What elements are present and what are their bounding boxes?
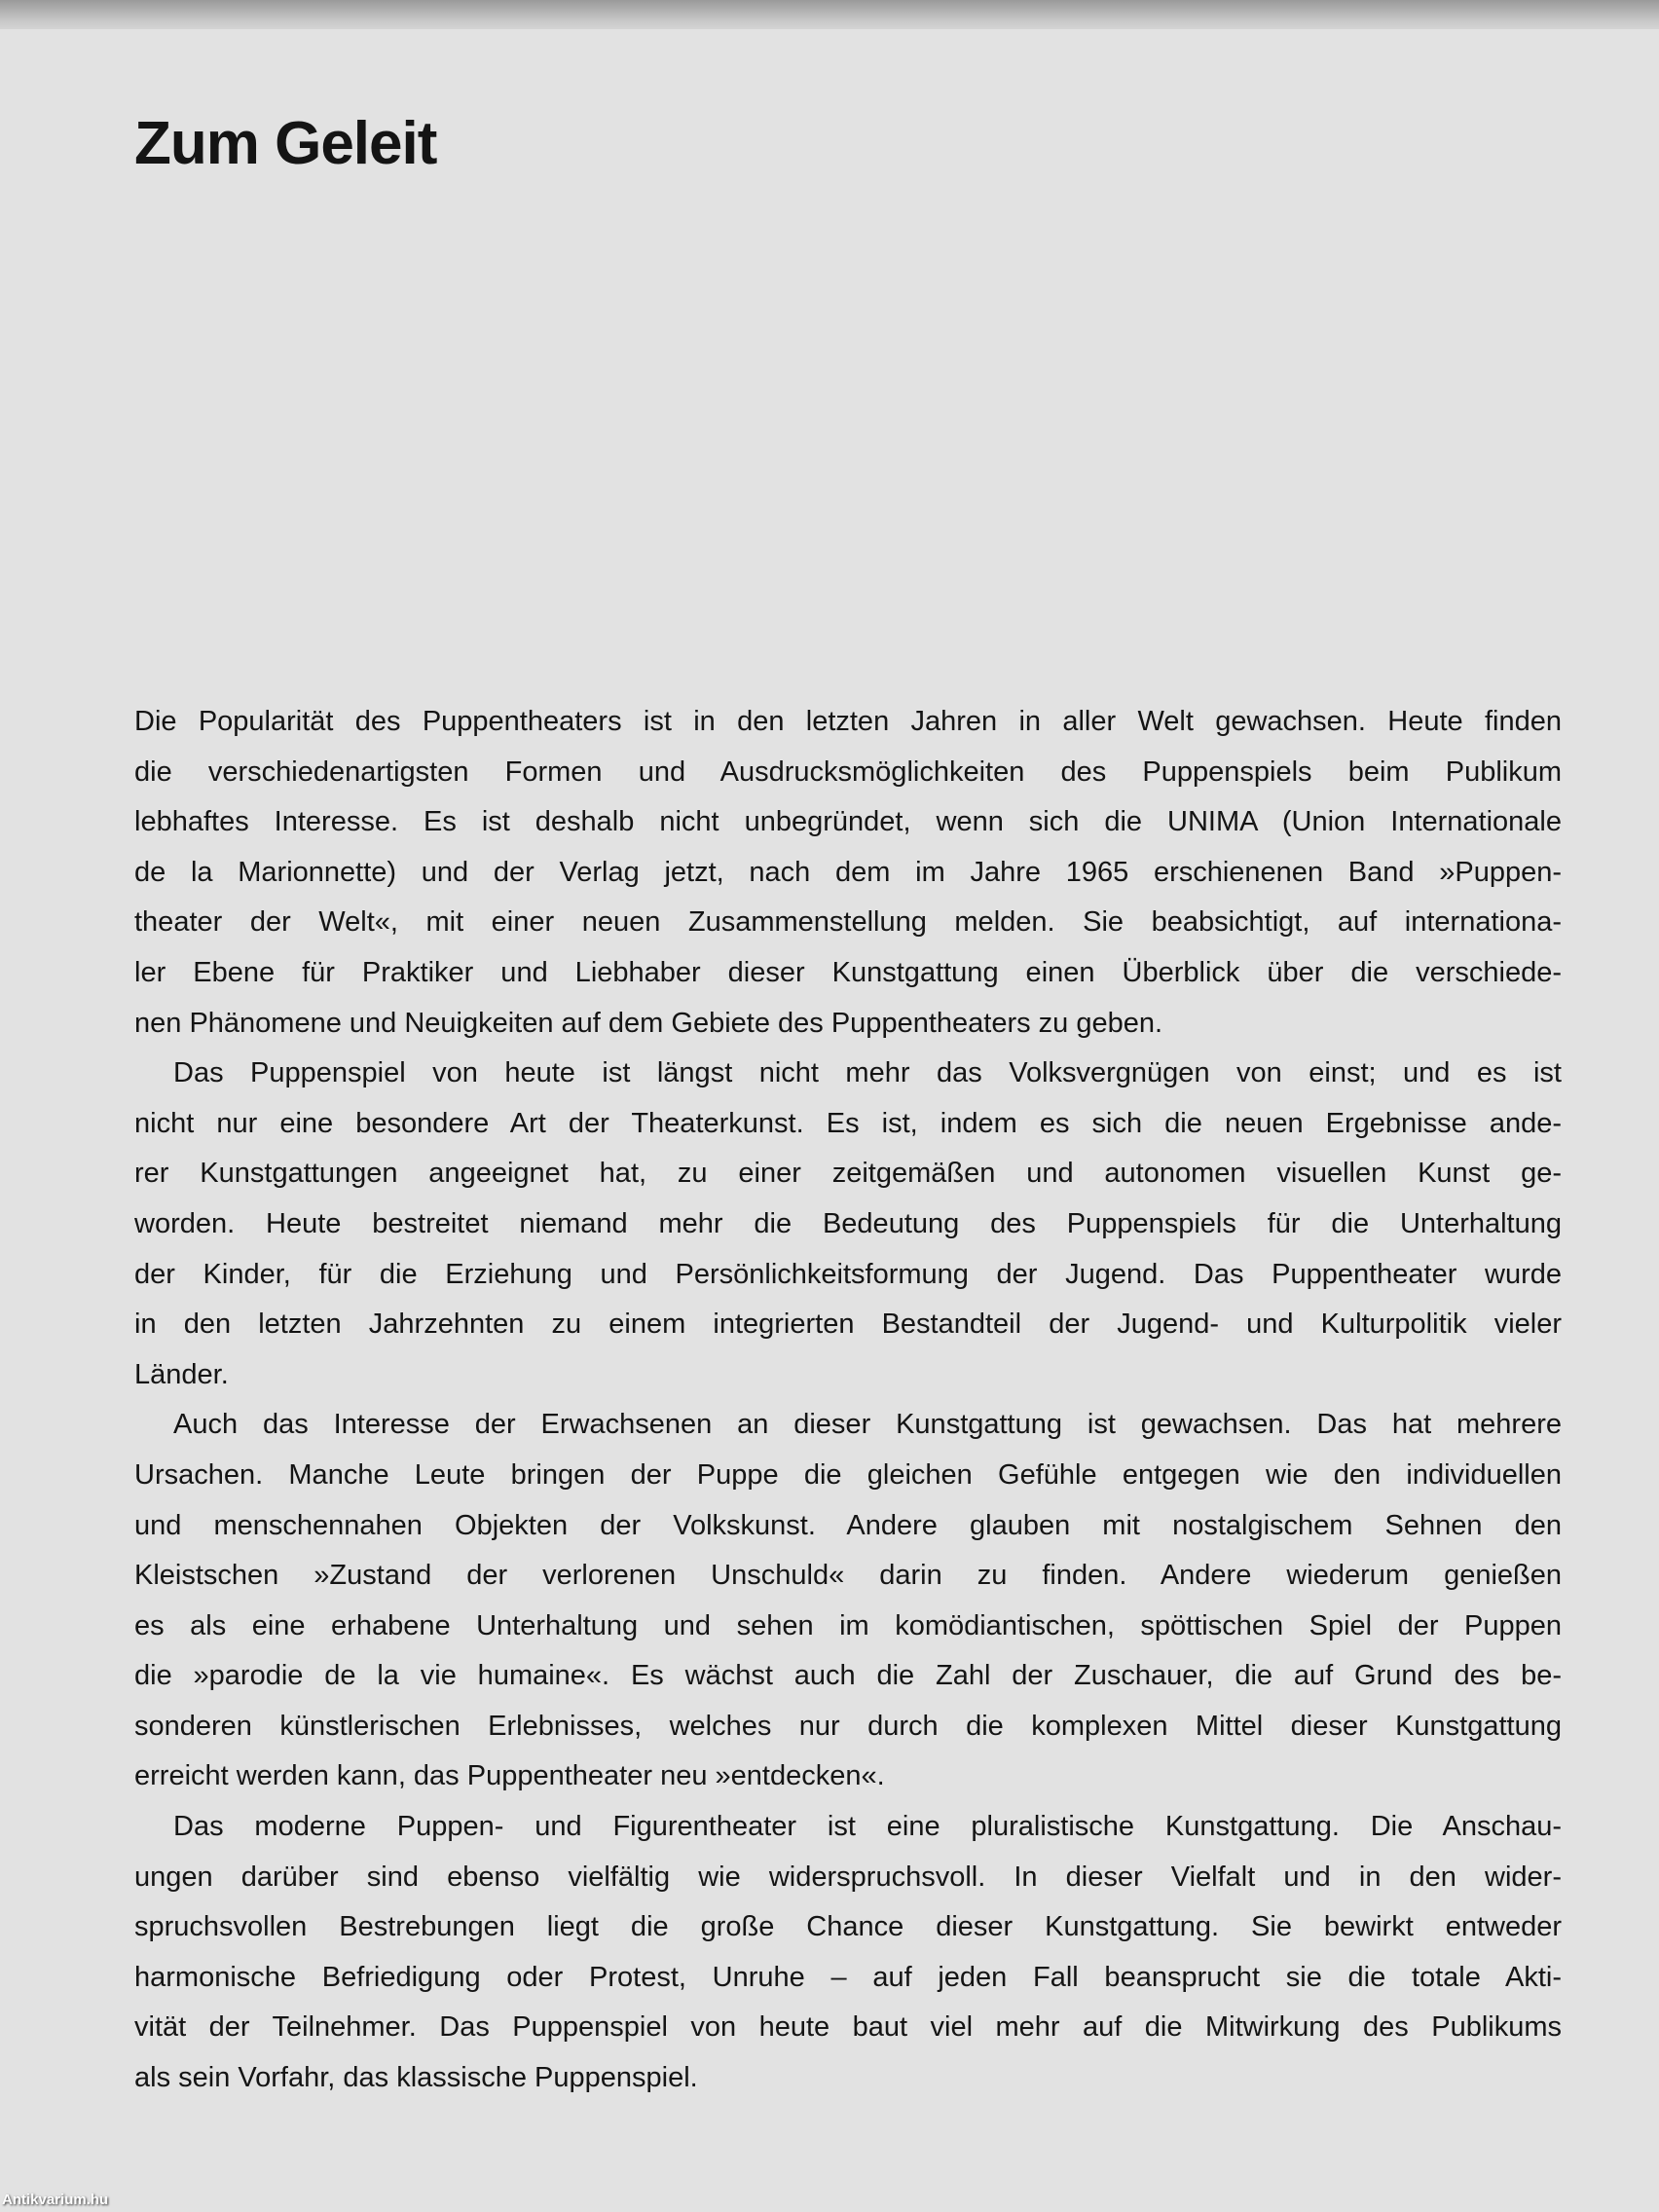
text-line: nicht nur eine besondere Art der Theaterkunst. Es ist, indem es sich die neuen Ergebnisse ande- bbox=[134, 1107, 1562, 1139]
paragraph bbox=[134, 1049, 1562, 1400]
text-line: nen Phänomene und Neuigkeiten auf dem Gebiete des Puppentheaters zu geben. bbox=[134, 1007, 1163, 1039]
text-line: spruchsvollen Bestrebungen liegt die große Chance dieser Kunstgattung. Sie bewirkt entweder bbox=[134, 1911, 1562, 1943]
page-title: Zum Geleit bbox=[134, 110, 437, 177]
body-text bbox=[134, 697, 1562, 2104]
text-line: und menschennahen Objekten der Volkskunst. Andere glauben mit nostalgischem Sehnen den bbox=[134, 1509, 1562, 1541]
text-line: ungen darüber sind ebenso vielfältig wie widerspruchsvoll. In dieser Vielfalt und in den wider- bbox=[134, 1861, 1562, 1893]
text-line: harmonische Befriedigung oder Protest, Unruhe – auf jeden Fall beansprucht sie die totale Akti- bbox=[134, 1961, 1562, 1993]
text-line: es als eine erhabene Unterhaltung und sehen im komödiantischen, spöttischen Spiel der Puppen bbox=[134, 1609, 1562, 1641]
text-line: Das moderne Puppen- und Figurentheater ist eine pluralistische Kunstgattung. Die Anschau- bbox=[173, 1811, 1562, 1843]
text-line: in den letzten Jahrzehnten zu einem integrierten Bestandteil der Jugend- und Kulturpolitik vieler bbox=[134, 1309, 1562, 1341]
text-line: sonderen künstlerischen Erlebnisses, welches nur durch die komplexen Mittel dieser Kunstgattung bbox=[134, 1710, 1562, 1742]
text-line: vität der Teilnehmer. Das Puppenspiel von heute baut viel mehr auf die Mitwirkung des Publikums bbox=[134, 2011, 1562, 2044]
text-line: de la Marionnette) und der Verlag jetzt, nach dem im Jahre 1965 erschienenen Band »Puppen- bbox=[134, 856, 1562, 888]
text-line: Das Puppenspiel von heute ist längst nicht mehr das Volksvergnügen von einst; und es ist bbox=[173, 1057, 1562, 1089]
paragraph bbox=[134, 1400, 1562, 1802]
text-line: die verschiedenartigsten Formen und Ausdrucksmöglichkeiten des Puppenspiels beim Publikum bbox=[134, 756, 1562, 788]
text-line: Auch das Interesse der Erwachsenen an dieser Kunstgattung ist gewachsen. Das hat mehrere bbox=[173, 1409, 1562, 1441]
text-line: worden. Heute bestreitet niemand mehr die Bedeutung des Puppenspiels für die Unterhaltung bbox=[134, 1207, 1562, 1239]
watermark: Antikvarium.hu bbox=[2, 2192, 109, 2208]
text-line: der Kinder, für die Erziehung und Persönlichkeitsformung der Jugend. Das Puppentheater wurde bbox=[134, 1258, 1562, 1290]
text-line: theater der Welt«, mit einer neuen Zusammenstellung melden. Sie beabsichtigt, auf internationa- bbox=[134, 906, 1562, 939]
text-line: als sein Vorfahr, das klassische Puppenspiel. bbox=[134, 2062, 698, 2094]
text-line: rer Kunstgattungen angeeignet hat, zu einer zeitgemäßen und autonomen visuellen Kunst ge- bbox=[134, 1158, 1562, 1190]
text-line: Kleistschen »Zustand der verlorenen Unschuld« darin zu finden. Andere wiederum genießen bbox=[134, 1560, 1562, 1592]
text-line: die »parodie de la vie humaine«. Es wächst auch die Zahl der Zuschauer, die auf Grund des be- bbox=[134, 1660, 1562, 1692]
text-line: erreicht werden kann, das Puppentheater neu »entdecken«. bbox=[134, 1760, 885, 1792]
text-line: lebhaftes Interesse. Es ist deshalb nicht unbegründet, wenn sich die UNIMA (Union Internationale bbox=[134, 806, 1562, 838]
paragraph bbox=[134, 1802, 1562, 2104]
text-line: Die Popularität des Puppentheaters ist in den letzten Jahren in aller Welt gewachsen. Heute finden bbox=[134, 706, 1562, 737]
text-line: ler Ebene für Praktiker und Liebhaber dieser Kunstgattung einen Überblick über die verschiede- bbox=[134, 956, 1562, 988]
paragraph bbox=[134, 697, 1562, 1049]
text-line: Ursachen. Manche Leute bringen der Puppe die gleichen Gefühle entgegen wie den individuellen bbox=[134, 1458, 1562, 1491]
text-line: Länder. bbox=[134, 1358, 229, 1390]
